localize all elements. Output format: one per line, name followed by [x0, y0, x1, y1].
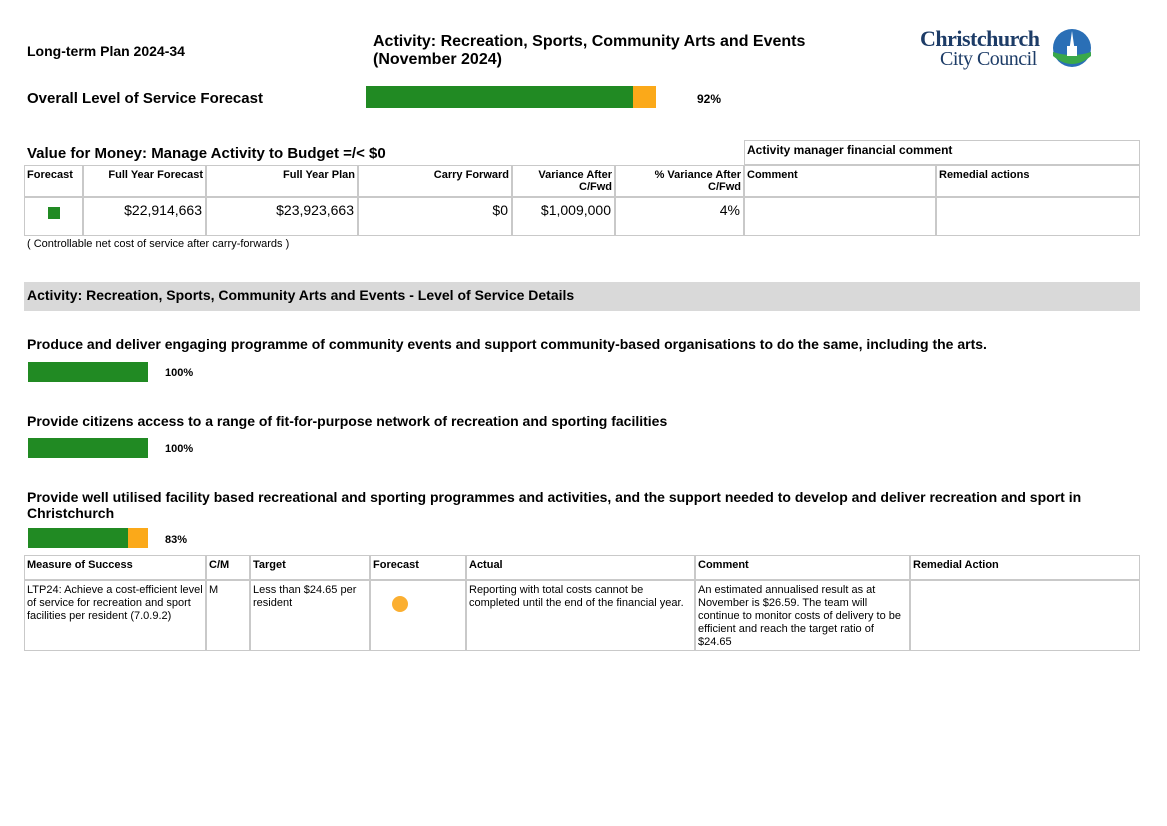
hdr-remedial-action: Remedial Action [910, 555, 1140, 580]
measure-text: LTP24: Achieve a cost-efficient level of service for recreation and sport facilities per resident (7.0.9.2) [24, 580, 206, 651]
hdr-actual: Actual [466, 555, 695, 580]
hdr-cm: C/M [206, 555, 250, 580]
variance-after-value: $1,009,000 [512, 197, 615, 236]
measures-table [24, 555, 1140, 651]
measure-remedial [910, 580, 1140, 651]
carry-forward-value: $0 [358, 197, 512, 236]
hdr-pct-variance-cell [615, 165, 744, 197]
hdr-full-year-forecast-cell [83, 165, 206, 197]
hdr-forecast: Forecast [370, 555, 466, 580]
hdr-measure-of-success: Measure of Success [24, 555, 206, 580]
hdr-pct-variance-after: % Variance After C/Fwd [654, 169, 741, 193]
activity-title-line1: Activity: Recreation, Sports, Community Arts and Events [373, 33, 806, 50]
goal-bar-green-segment [28, 362, 148, 382]
hdr-variance-after: Variance After C/Fwd [538, 169, 612, 193]
overall-progress-bar [366, 86, 656, 108]
full-year-plan-value: $23,923,663 [206, 197, 358, 236]
measure-target: Less than $24.65 per resident [250, 580, 370, 651]
pct-variance-after-value: 4% [615, 197, 744, 236]
goal-bar-green-segment [28, 438, 148, 458]
activity-title-line2: (November 2024) [373, 51, 502, 68]
document-title: Long-term Plan 2024-34 [27, 43, 185, 59]
overall-service-label: Overall Level of Service Forecast [27, 90, 263, 107]
hdr-variance-after-cell [512, 165, 615, 197]
finance-comment-value [744, 197, 936, 236]
goal-progress-bar [28, 362, 148, 382]
hdr-comment-cell [744, 165, 936, 197]
goal-title: Produce and deliver engaging programme of community events and support community-based organisations to do the same, including the arts. [27, 336, 987, 352]
goal-progress-bar [28, 438, 148, 458]
overall-bar-orange-segment [633, 86, 656, 108]
hdr-remedial-cell [936, 165, 1140, 197]
finance-comment-header-cell [744, 140, 1140, 165]
goal-bar-green-segment [28, 528, 128, 548]
hdr-forecast-cell [24, 165, 83, 197]
hdr-forecast: Forecast [27, 169, 73, 181]
goal-percent: 100% [165, 367, 194, 379]
hdr-comment: Comment [747, 169, 798, 181]
christchurch-city-council-logo [920, 28, 1100, 72]
section-title: Activity: Recreation, Sports, Community Arts and Events - Level of Service Details [27, 287, 575, 303]
finance-comment-header: Activity manager financial comment [747, 143, 953, 157]
goal-title: Provide well utilised facility based recreational and sporting programmes and activities, and the support needed to develop and deliver recreation and sport in Christchurch [27, 489, 1082, 521]
row-forecast-cell [24, 197, 83, 236]
measure-cm: M [206, 580, 250, 651]
overall-percent: 92% [697, 92, 722, 106]
goal-bar-orange-segment [128, 528, 148, 548]
logo-word-christchurch: Christchurch [920, 26, 1040, 51]
overall-bar-green-segment [366, 86, 633, 108]
hdr-target: Target [250, 555, 370, 580]
measure-comment: An estimated annualised result as at November is $26.59. The team will continue to monitor costs of delivery to be efficient and reach the target ratio of $24.65 [695, 580, 910, 651]
finance-remedial-value [936, 197, 1140, 236]
goal-percent: 100% [165, 443, 194, 455]
hdr-comment: Comment [695, 555, 910, 580]
hdr-full-year-plan: Full Year Plan [283, 169, 355, 181]
controllable-cost-note: ( Controllable net cost of service after carry-forwards ) [27, 238, 290, 250]
hdr-carry-forward-cell [358, 165, 512, 197]
goal-percent: 83% [165, 534, 188, 546]
forecast-status-square [48, 207, 60, 219]
hdr-carry-forward: Carry Forward [433, 169, 509, 181]
forecast-amber-status-dot [392, 596, 408, 612]
full-year-forecast-value: $22,914,663 [83, 197, 206, 236]
measure-forecast-cell [370, 580, 466, 651]
hdr-remedial-actions: Remedial actions [939, 169, 1030, 181]
measure-actual: Reporting with total costs cannot be completed until the end of the financial year. [466, 580, 695, 651]
goal-title: Provide citizens access to a range of fit-for-purpose network of recreation and sporting facilities [27, 413, 668, 429]
hdr-full-year-plan-cell [206, 165, 358, 197]
cathedral-emblem-icon [1050, 28, 1094, 72]
value-for-money-title: Value for Money: Manage Activity to Budget =/< $0 [27, 145, 386, 162]
activity-title [373, 33, 853, 69]
goal-progress-bar [28, 528, 148, 548]
logo-word-city-council: City Council [940, 48, 1037, 70]
hdr-full-year-forecast: Full Year Forecast [108, 169, 203, 181]
